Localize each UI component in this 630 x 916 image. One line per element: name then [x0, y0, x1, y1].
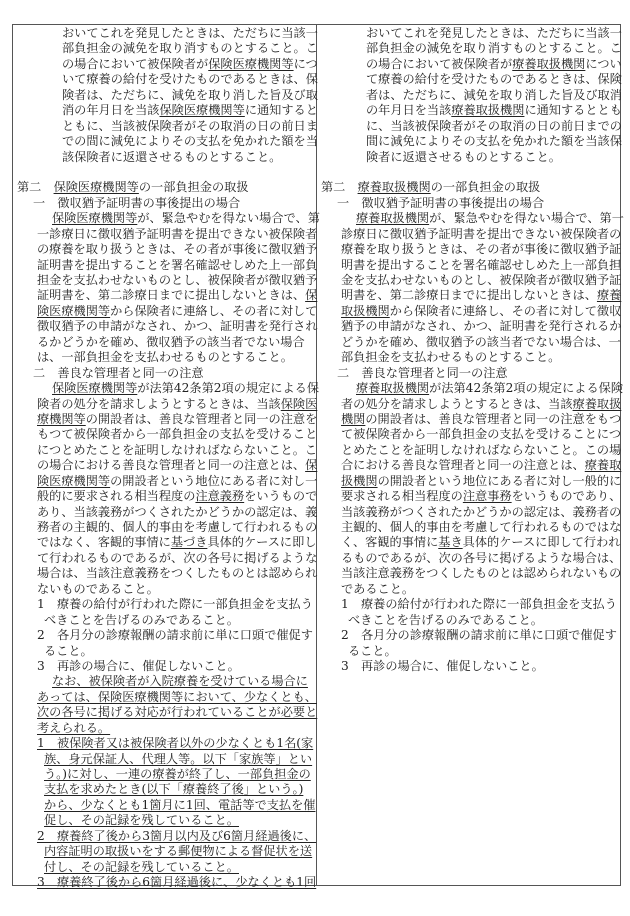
text-segment: 第二: [321, 180, 358, 195]
text-line: [12, 350, 316, 365]
text-line: [316, 458, 620, 473]
text-line: [12, 767, 316, 782]
text-segment: 当該義務がつくされたかどうかの認定は、義務者の: [341, 504, 622, 519]
text-line: [316, 427, 620, 442]
text-line: [12, 304, 316, 319]
text-line: [12, 227, 316, 242]
text-line: [12, 88, 316, 103]
text-line: [12, 458, 316, 473]
text-segment: 二 善良な管理者と同一の注意: [33, 365, 204, 380]
text-line: [316, 242, 620, 257]
underlined-amendment-text: 基づき: [170, 535, 208, 550]
text-line: [12, 180, 316, 195]
text-line: [316, 597, 620, 612]
text-line: [316, 41, 620, 56]
underlined-amendment-text: 保険医療機関等: [159, 103, 245, 118]
text-line: [12, 474, 316, 489]
text-segment: の一部負担金の取扱: [430, 180, 541, 195]
text-line: [316, 134, 620, 149]
underlined-amendment-text: 保険医療機関等: [52, 211, 138, 226]
text-segment: に通知すると: [244, 103, 318, 118]
text-line: [12, 397, 316, 412]
text-segment: いて療養の給付を受けたものであるときは、保: [62, 72, 318, 87]
text-line: [12, 813, 316, 828]
text-line: [12, 551, 316, 566]
text-segment: 部負担金の減免を取り消すものとすること。こ: [366, 41, 622, 56]
text-segment: 1 療養の給付が行われた際に一部負担金を支払う: [37, 597, 313, 612]
text-line: [12, 705, 316, 720]
text-segment: 者の処分を請求しようとするときは、当該: [341, 396, 573, 411]
text-line: [12, 860, 316, 875]
text-segment: が法第42条第2項の規定による保: [137, 381, 320, 396]
underlined-amendment-text: 保: [305, 458, 318, 473]
text-line: [316, 474, 620, 489]
text-line: [316, 319, 620, 334]
text-line: [12, 427, 316, 442]
text-line: [12, 150, 316, 165]
text-segment: につ: [293, 56, 318, 71]
text-segment: 一 徴収猶予証明書の事後提出の場合: [337, 195, 545, 210]
text-line: [316, 505, 620, 520]
text-segment: 般的に要求される相当程度の: [37, 489, 196, 504]
text-line: [316, 489, 620, 504]
underlined-amendment-text: 療養取扱機関: [356, 381, 430, 396]
underlined-amendment-text: 療養取: [584, 458, 622, 473]
underlined-amendment-text: 保: [305, 288, 318, 303]
text-segment: 金を支払わせないものとし、被保険者が徴収猶予証: [341, 273, 622, 287]
text-segment: ること。: [348, 643, 397, 658]
text-segment: 証明書を提出することを署名確認せしめた上一部負: [37, 257, 318, 272]
underlined-amendment-text: あっては、保険医療機関等において、少なくとも、: [37, 689, 317, 704]
text-segment: ないものであること。: [37, 581, 159, 596]
text-line: [316, 535, 620, 550]
text-segment: の開設者という地位にある者に対し一般的に: [377, 473, 622, 488]
underlined-amendment-text: 促し、その記録を残していること。: [44, 813, 239, 828]
text-line: [12, 520, 316, 535]
text-segment: 証明書を、第二診療日までに提出しないときは、: [37, 288, 306, 303]
underlined-amendment-text: 保険医: [280, 396, 318, 411]
text-segment: て療養の給付を受けたものであるときは、保険: [366, 72, 622, 87]
underlined-amendment-text: なお、被保険者が入院療養を受けている場合に: [52, 674, 308, 689]
underlined-amendment-text: 取扱機関: [341, 303, 390, 318]
text-line: [316, 57, 620, 72]
text-segment: の一部負担金の取扱: [138, 180, 249, 195]
underlined-amendment-text: 療養取扱機関: [356, 211, 430, 226]
text-line: [12, 288, 316, 303]
text-segment: 一 徴収猶予証明書の事後提出の場合: [33, 195, 241, 210]
text-segment: の場合において被保険者が: [366, 56, 513, 71]
text-line: [12, 829, 316, 844]
text-line: [12, 659, 316, 674]
text-segment: の開設者という地位にある者に対し一: [110, 473, 318, 488]
text-line: [316, 227, 620, 242]
text-line: [316, 103, 620, 118]
underlined-amendment-text: 療養取扱機関: [512, 56, 586, 71]
text-line: [12, 196, 316, 211]
text-line: [316, 397, 620, 412]
text-segment: 徴収猶予の申請がなされ、かつ、証明書を発行され: [37, 319, 318, 334]
text-line: [12, 690, 316, 705]
underlined-amendment-text: 療養: [596, 288, 622, 303]
text-line: [316, 520, 620, 535]
text-line: [316, 304, 620, 319]
text-segment: 明書を、第二診療日までに提出しないときは、: [341, 288, 597, 303]
text-line: [316, 335, 620, 350]
underlined-amendment-text: 療機関等: [37, 411, 86, 426]
text-segment: て行われるものであるが、次の各号に掲げるような: [37, 550, 318, 565]
text-segment: べきことを告げるのみであること。: [44, 612, 239, 627]
text-line: [316, 288, 620, 303]
text-line: [12, 258, 316, 273]
text-segment: をいうもので: [244, 489, 318, 504]
text-segment: 主観的、個人的事由を考慮して行われるものではな: [341, 520, 622, 534]
text-segment: べきことを告げるのみであること。: [348, 612, 543, 627]
text-line: [316, 350, 620, 365]
text-line: [316, 613, 620, 628]
underlined-amendment-text: 険医療機関等: [37, 473, 111, 488]
text-line: [12, 211, 320, 226]
text-segment: 猶予の申請がなされ、かつ、証明書を発行されるか: [341, 319, 622, 334]
text-segment: 要求される相当程度の: [341, 489, 463, 504]
text-line: [12, 566, 316, 581]
text-line: [12, 489, 316, 504]
underlined-amendment-text: 内容証明の取扱いをする郵便物による督促状を送: [44, 844, 313, 859]
underlined-amendment-text: 療養取扱機関: [357, 180, 431, 195]
text-segment: 務者の主観的、個人的事由を考慮して行われるもの: [37, 520, 318, 534]
underlined-amendment-text: 考えられる。: [37, 720, 111, 735]
text-segment: 間に減免によりその支払を免かれた額を当該保: [366, 134, 622, 149]
text-segment: 合における善良な管理者と同一の注意とは、: [341, 458, 585, 473]
text-segment: 険者に返還させるものとすること。: [366, 149, 561, 164]
text-line: [316, 72, 620, 87]
text-segment: に、当該被保険者がその取消の日の前日までの: [366, 118, 622, 133]
underlined-amendment-text: 付し、その記録を残していること。: [44, 859, 239, 874]
underlined-amendment-text: 基き: [438, 535, 463, 550]
underlined-amendment-text: 保険医療機関等: [53, 180, 139, 195]
text-segment: 消の年月日を当該: [62, 103, 160, 118]
text-segment: とめたことを証明しなければならないこと。この場: [341, 442, 622, 457]
text-line: [12, 412, 316, 427]
text-line: [12, 798, 316, 813]
text-segment: の開設者は、善良な管理者と同一の注意を: [85, 411, 318, 426]
underlined-amendment-text: 療養取扱機関: [451, 103, 525, 118]
right-column-current-text: [316, 26, 624, 674]
text-line: [316, 273, 620, 288]
text-line: [12, 72, 316, 87]
text-segment: の年月日を当該: [366, 103, 452, 118]
text-line: [12, 752, 316, 767]
text-line: [12, 26, 316, 41]
text-segment: から保険者に連絡し、その者に対して: [110, 303, 318, 318]
text-line: [316, 258, 620, 273]
text-segment: の開設者は、善良な管理者と同一の注意をもつ: [365, 411, 622, 426]
text-segment: 当該注意義務をつくしたものとは認められないもの: [341, 566, 622, 581]
text-line: [12, 381, 320, 396]
text-segment: での間に減免によりその支払を免かれた額を当: [62, 134, 318, 149]
text-segment: るかどうかを確め、徴収猶予の該当者でない場合: [37, 334, 305, 349]
text-line: [12, 597, 316, 612]
underlined-amendment-text: 注意事務: [462, 489, 512, 504]
underlined-amendment-text: 険医療機関等: [37, 303, 111, 318]
underlined-amendment-text: う。)に対し、一連の療養が終了し、一部負担金の: [44, 767, 311, 781]
text-segment: に通知するととも: [524, 103, 622, 118]
text-line: [316, 26, 620, 41]
text-line: [12, 674, 316, 689]
text-line: [12, 535, 316, 550]
text-segment: 二 善良な管理者と同一の注意: [337, 365, 508, 380]
text-segment: の療養を取り扱うときは、その者が事後に徴収猶予: [37, 242, 318, 257]
text-line: [316, 659, 620, 674]
underlined-amendment-text: 2 療養終了後から3箇月以内及び6箇月経過後に、: [37, 828, 317, 843]
text-segment: て被保険者から一部負担金の支払を受けることにつ: [341, 427, 622, 442]
text-line: [12, 875, 316, 890]
text-segment: から保険者に連絡し、その者に対して徴収: [389, 303, 622, 318]
text-line: [316, 412, 620, 427]
underlined-amendment-text: 支払を求めたとき(以下「療養終了後」という。): [44, 782, 304, 797]
text-segment: 場合は、当該注意義務をつくしたものとは認められ: [37, 566, 318, 581]
text-segment: 者は、ただちに、減免を取り消した旨及び取消: [366, 87, 622, 102]
text-line: [12, 721, 316, 736]
underlined-amendment-text: 保険医療機関等: [52, 381, 138, 396]
underlined-amendment-text: 族、身元保証人、代理人等。以下「家族等」とい: [44, 751, 313, 766]
text-line: [12, 366, 316, 381]
text-segment: どうかを確め、徴収猶予の該当者でない場合は、一: [341, 334, 621, 349]
text-line: [316, 582, 620, 597]
text-segment: く、客観的事情に: [341, 535, 439, 550]
text-segment: 具体的ケースに即して行われ: [462, 535, 621, 550]
text-segment: 3 再診の場合に、催促しないこと。: [37, 658, 240, 673]
text-line: [12, 242, 316, 257]
text-segment: の場合における善良な管理者と同一の注意とは、: [37, 458, 306, 473]
text-segment: ではなく、客観的事情に: [37, 535, 171, 550]
text-line: [12, 443, 316, 458]
text-line: [12, 782, 316, 797]
text-line: [316, 150, 620, 165]
underlined-amendment-text: 3 療養終了後から6箇月経過後に、少なくとも1回: [37, 875, 317, 890]
text-line: [12, 134, 316, 149]
text-line: [12, 644, 316, 659]
text-segment: 該保険者に返還させるものとすること。: [62, 149, 282, 164]
text-segment: 2 各月分の診療報酬の請求前に単に口頭で催促す: [341, 628, 617, 643]
text-line: [12, 57, 316, 72]
text-line: [12, 736, 316, 751]
text-line: [12, 335, 316, 350]
text-segment: につい: [585, 56, 622, 71]
text-segment: が、緊急やむを得ない場合で、第一: [429, 211, 624, 226]
text-segment: ること。: [44, 643, 93, 658]
text-segment: おいてこれを発見したときは、ただちに当該一: [366, 26, 622, 40]
text-segment: の場合において被保険者が: [62, 56, 209, 71]
text-line: [12, 505, 316, 520]
text-line: [316, 180, 620, 195]
underlined-amendment-text: 療養取扱: [572, 396, 622, 411]
text-line: [12, 628, 316, 643]
text-segment: 部負担金を支払わせるものとすること。: [341, 350, 561, 365]
text-line: [316, 566, 620, 581]
text-segment: もつて被保険者から一部負担金の支払を受けること: [37, 427, 318, 442]
text-segment: ともに、当該被保険者がその取消の日の前日ま: [62, 118, 318, 133]
left-column-revised-text: [12, 26, 320, 891]
text-line: [316, 644, 620, 659]
text-line: [12, 119, 316, 134]
text-segment: は、一部負担金を支払わせるものとすること。: [37, 350, 293, 365]
underlined-amendment-text: 注意義務: [195, 489, 245, 504]
blank-line: [316, 165, 620, 180]
text-line: [12, 319, 316, 334]
text-segment: をいうものであり、: [511, 489, 622, 504]
text-line: [12, 273, 316, 288]
text-segment: 担金を支払わせないものとし、被保険者が徴収猶予: [37, 273, 318, 287]
text-segment: 2 各月分の診療報酬の請求前に単に口頭で催促す: [37, 628, 313, 643]
text-segment: 一診療日に徴収猶予証明書を提出できない被保険者: [37, 226, 318, 241]
text-line: [316, 196, 620, 211]
text-line: [316, 443, 620, 458]
text-segment: 険者の処分を請求しようとするときは、当該: [37, 396, 281, 411]
text-segment: 療養を取り扱うときは、その者が事後に徴収猶予証: [341, 242, 622, 257]
text-segment: 部負担金の減免を取り消すものとすること。こ: [62, 41, 318, 56]
underlined-amendment-text: から、少なくとも1箇月に1回、電話等で支払を催: [44, 797, 316, 812]
text-segment: が法第42条第2項の規定による保険: [429, 381, 624, 396]
underlined-amendment-text: 1 被保険者又は被保険者以外の少なくとも1名(家: [37, 736, 314, 751]
text-segment: につとめたことを証明しなければならないこと。こ: [37, 442, 318, 457]
underlined-amendment-text: 保険医療機関等: [208, 56, 294, 71]
text-segment: あり、当該義務がつくされたかどうかの認定は、義: [37, 504, 318, 519]
text-segment: 1 療養の給付が行われた際に一部負担金を支払う: [341, 597, 617, 612]
text-segment: 具体的ケースに即し: [207, 535, 317, 550]
blank-line: [12, 165, 316, 180]
text-segment: 険者は、ただちに、減免を取り消した旨及び取: [62, 87, 318, 102]
text-line: [316, 381, 624, 396]
text-line: [12, 582, 316, 597]
text-segment: であること。: [341, 581, 415, 596]
text-line: [12, 103, 316, 118]
text-line: [316, 211, 624, 226]
text-segment: 診療日に徴収猶予証明書を提出できない被保険者の: [341, 226, 622, 241]
text-segment: 第二: [17, 180, 54, 195]
text-line: [316, 119, 620, 134]
text-line: [316, 88, 620, 103]
underlined-amendment-text: 機関: [341, 411, 366, 426]
text-line: [316, 366, 620, 381]
text-line: [12, 613, 316, 628]
underlined-amendment-text: 扱機関: [341, 473, 378, 488]
text-line: [316, 628, 620, 643]
text-segment: 明書を提出することを署名確認せしめた上一部負担: [341, 257, 622, 272]
text-segment: おいてこれを発見したときは、ただちに当該一: [62, 26, 318, 40]
text-segment: 3 再診の場合に、催促しないこと。: [341, 658, 544, 673]
text-line: [12, 844, 316, 859]
text-segment: るものであるが、次の各号に掲げるような場合は、: [341, 550, 622, 565]
text-segment: が、緊急やむを得ない場合で、第: [137, 211, 320, 226]
text-line: [12, 41, 316, 56]
text-line: [316, 551, 620, 566]
underlined-amendment-text: 次の各号に掲げる対応が行われていることが必要と: [37, 705, 318, 720]
